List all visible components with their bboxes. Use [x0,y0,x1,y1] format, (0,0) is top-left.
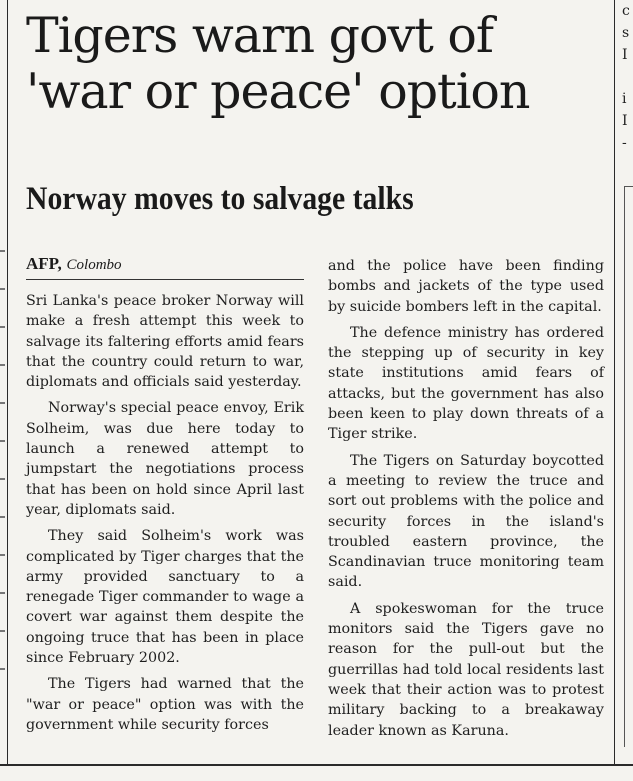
left-adjacent-text-edge [0,250,5,670]
article-column-1 [26,291,304,741]
paragraph: Norway's special peace envoy, Erik Solheim, was due here today to launch a renewed attempt to jumpstart the negotiations process that has been on hold since April last year, diplomats said. [26,400,304,518]
left-column-rule [7,0,8,764]
subheadline: Norway moves to salvage talks [26,181,414,217]
right-adjacent-text [622,0,633,154]
fragment: - [622,135,627,151]
fragment: I [622,47,628,63]
paragraph: and the police have been finding bombs and jackets of the type used by suicide bombers left in the capital. [328,258,604,315]
paragraph: The Tigers had warned that the "war or peace" option was with the government while security forces [26,676,304,733]
paragraph: The Tigers on Saturday boycotted a meeting to review the truce and sort out problems with the police and security forces in the island's troubled eastern province, the Scandinavian truce monitoring team said. [328,452,604,591]
paragraph: The defence ministry has ordered the stepping up of security in key state institutions amid fears of attacks, but the government has also been keen to play down threats of a Tiger strike. [328,324,604,443]
article-column-2 [328,256,604,747]
byline-agency: AFP, [26,254,62,273]
right-column-rule [614,0,615,764]
fragment: I [622,113,628,129]
fragment [622,66,633,88]
fragment: s [622,25,630,41]
paragraph: Sri Lanka's peace broker Norway will make a fresh attempt this week to salvage its faltering efforts amid fears that the country could return to war, diplomats and officials said yesterday. [26,293,304,391]
bottom-rule [0,764,633,766]
byline-rule [26,279,304,280]
right-adjacent-box [624,186,633,747]
paragraph: They said Solheim's work was complicated by Tiger charges that the army provided sanctuary to a renegade Tiger commander to wage a covert war against them despite the ongoing truce that has been in place since February 2002. [26,528,304,667]
paragraph: A spokeswoman for the truce monitors said the Tigers gave no reason for the pull-out but the guerrillas had told local residents last week that their action was to protest military backing to a breakaway leader known as Karuna. [328,600,604,739]
byline-location: Colombo [66,257,122,273]
byline [26,254,301,275]
fragment: i [622,91,627,107]
fragment: c [622,3,630,19]
headline: Tigers warn govt of 'war or peace' option [26,7,530,120]
